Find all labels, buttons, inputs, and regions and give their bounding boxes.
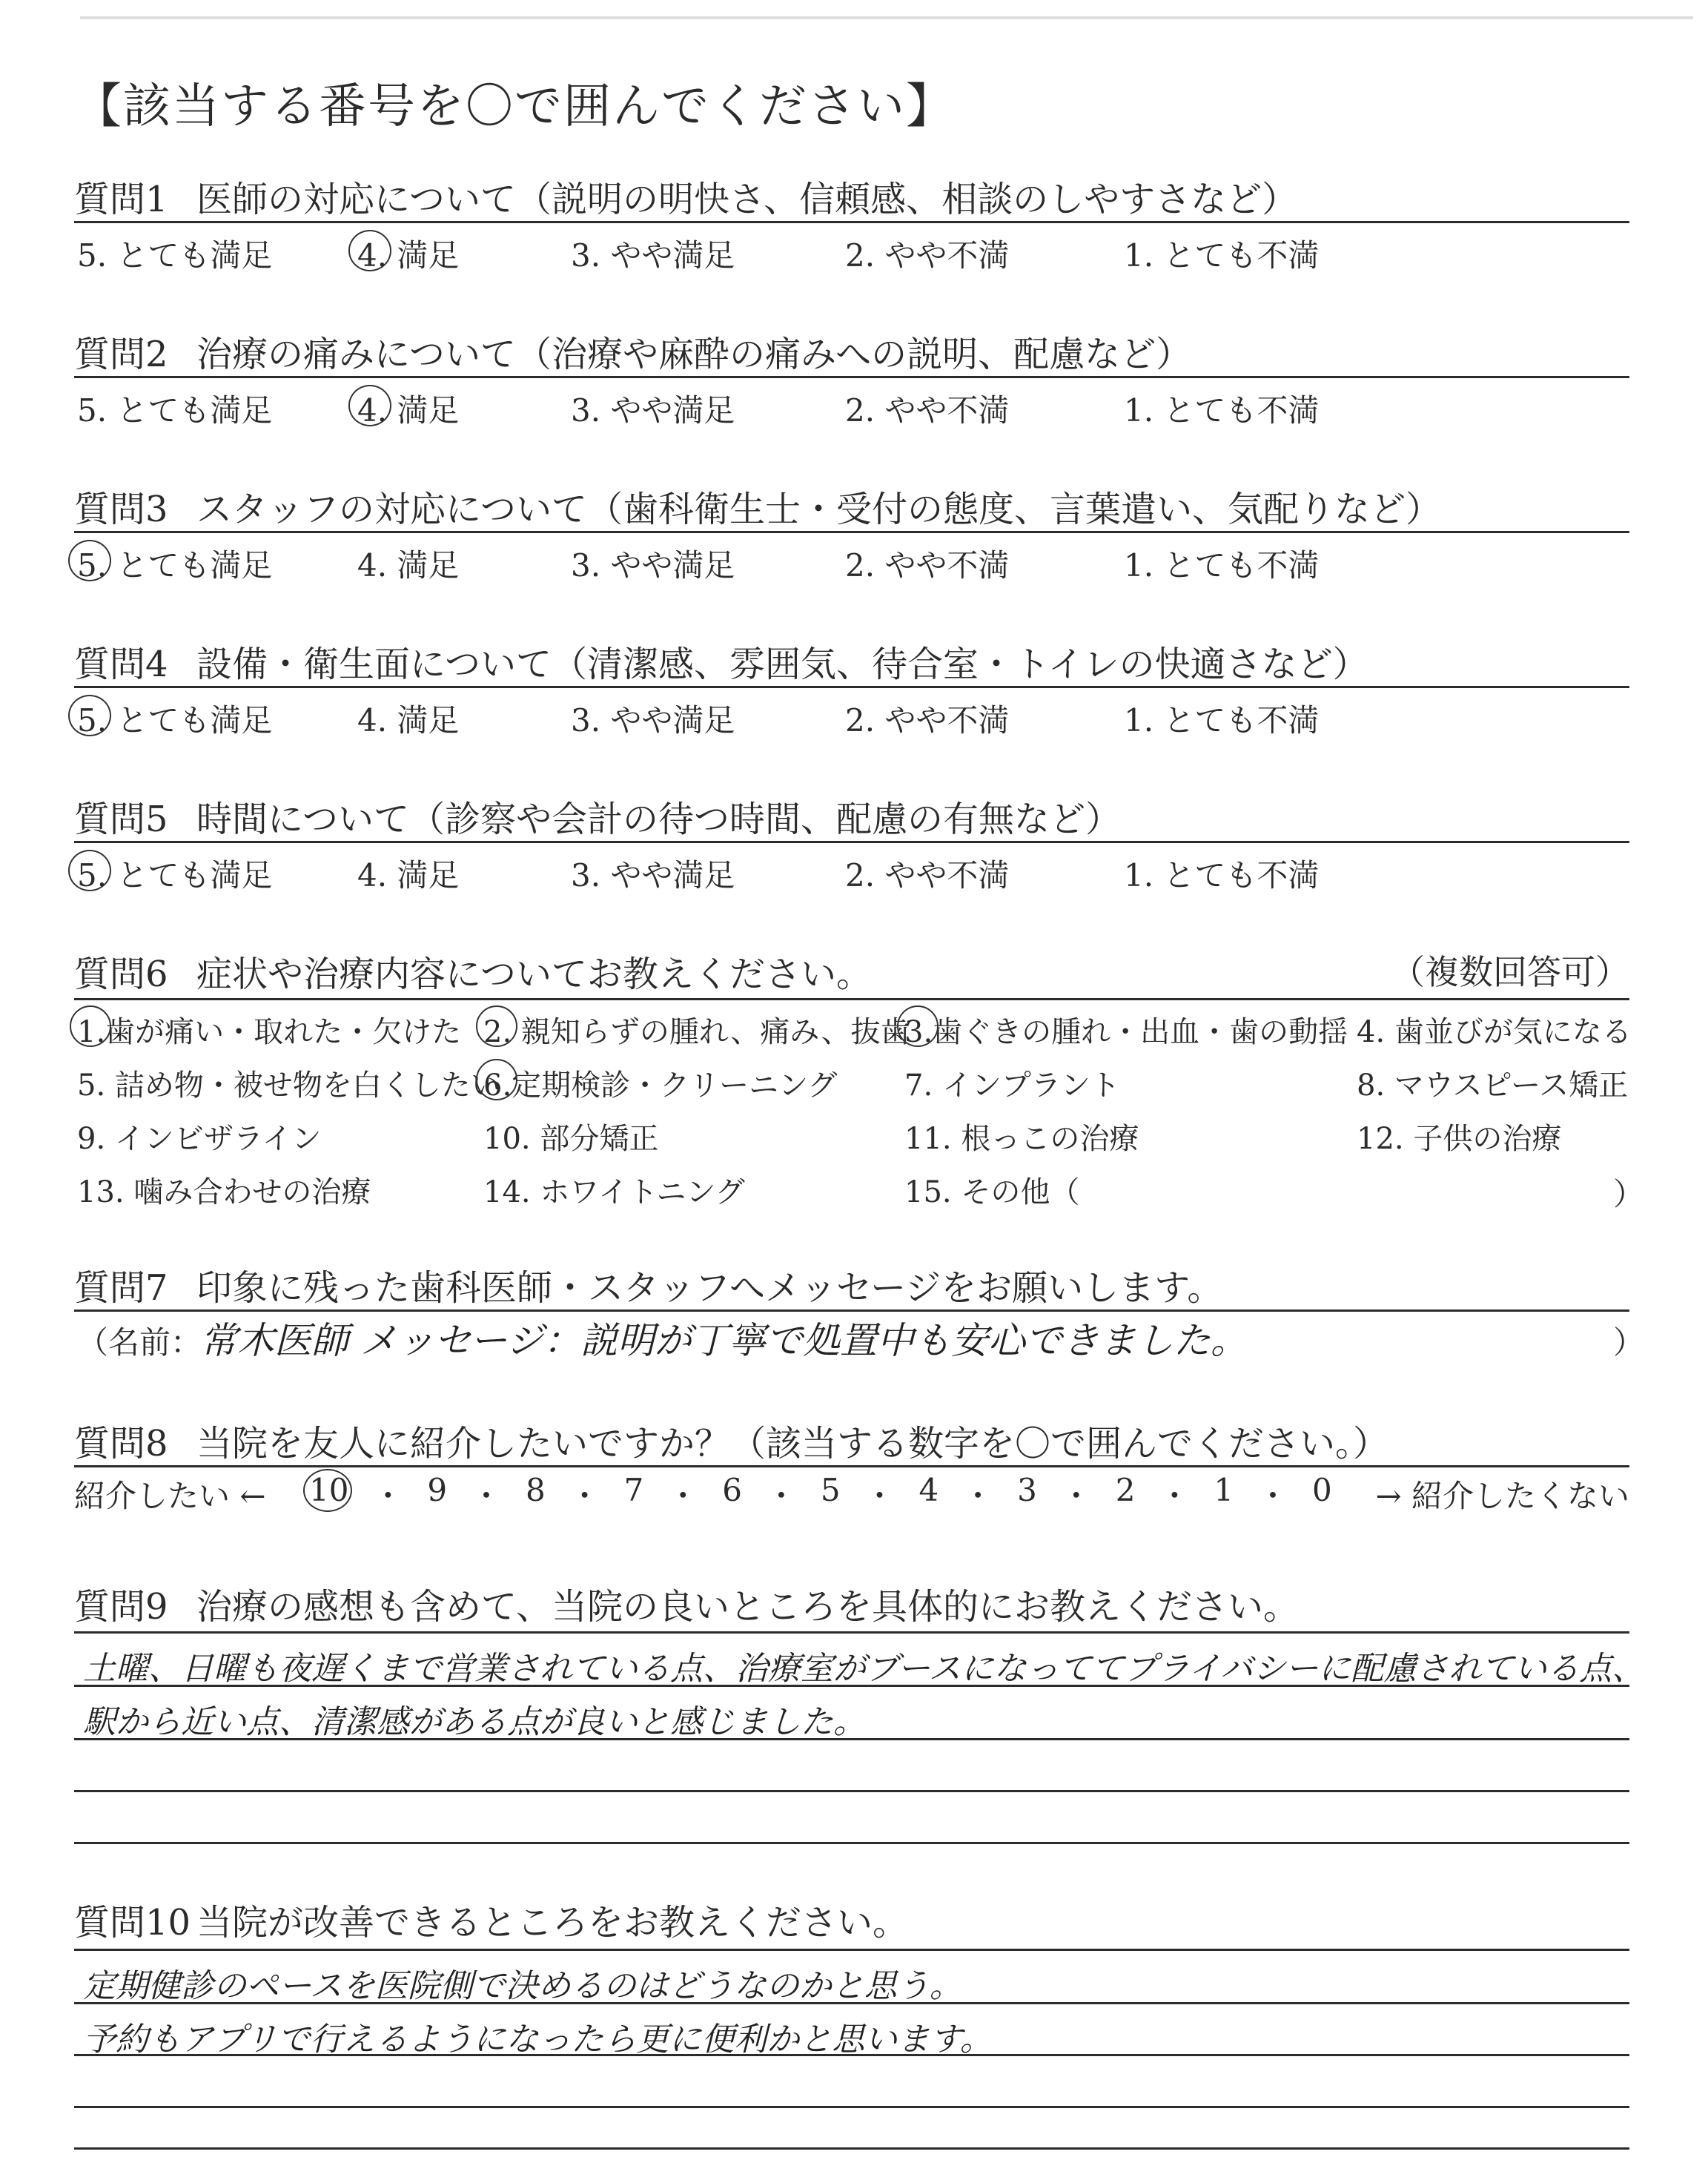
treatment-option-12[interactable]: 12. 子供の治療: [1357, 1122, 1562, 1156]
scale-value-10[interactable]: [309, 1472, 348, 1516]
rating-option-3[interactable]: 3. やや満足: [571, 857, 735, 894]
question-text: スタッフの対応について（歯科衛生士・受付の態度、言葉遣い、気配りなど）: [196, 489, 1442, 530]
question-text: 当院が改善できるところをお教えください。: [196, 1902, 909, 1943]
question-text: 設備・衛生面について（清潔感、雰囲気、待合室・トイレの快適さなど）: [196, 644, 1368, 685]
rule: [74, 2106, 1629, 2108]
q10-answer-line-2: 予約もアプリで行えるようになったら更に便利かと思います。: [83, 2021, 993, 2058]
selected-circle-mark: [68, 695, 111, 736]
treatment-option-8[interactable]: 8. マウスピース矯正: [1357, 1069, 1629, 1103]
rule: [74, 1842, 1629, 1844]
treatment-option-14[interactable]: 14. ホワイトニング: [483, 1175, 745, 1209]
rule: [74, 1465, 1629, 1467]
question-8: [74, 1415, 1388, 1466]
rating-option-5[interactable]: 5. とても満足: [77, 237, 273, 274]
rule: [74, 221, 1629, 223]
selected-circle-mark: [68, 850, 111, 891]
selected-circle-mark: [348, 385, 391, 426]
question-text: 当院を友人に紹介したいですか？（該当する数字を〇で囲んでください。）: [196, 1423, 1389, 1464]
question-text: 治療の痛みについて（治療や麻酔の痛みへの説明、配慮など）: [196, 334, 1192, 375]
question-text: 印象に残った歯科医師・スタッフへメッセージをお願いします。: [196, 1267, 1223, 1309]
question-number: 質問4: [74, 644, 168, 685]
scale-value-text: 10: [309, 1472, 349, 1508]
rule: [74, 531, 1629, 533]
selected-circle-mark: [476, 1059, 517, 1100]
scale-separator: ・: [1159, 1478, 1191, 1514]
rating-option-4[interactable]: 4. 満足: [357, 702, 460, 739]
scale-separator: ・: [667, 1478, 699, 1514]
scale-value-1[interactable]: 1: [1214, 1472, 1234, 1508]
rating-option-2[interactable]: 2. やや不満: [845, 392, 1010, 429]
page-heading: 【該当する番号を〇で囲んでください】: [74, 79, 955, 134]
recommend-scale: [74, 1472, 1629, 1516]
q10-answer-line-1: 定期健診のペースを医院側で決めるのはどうなのかと思う。: [83, 1967, 962, 2005]
selected-circle-mark: [68, 540, 111, 581]
question-number: 質問7: [74, 1267, 168, 1309]
scale-value-4[interactable]: 4: [918, 1472, 939, 1508]
treatment-option-9[interactable]: 9. インビザライン: [77, 1122, 322, 1156]
question-9: [74, 1578, 1299, 1629]
rating-option-5[interactable]: 5. とても満足: [77, 547, 273, 584]
rating-option-4[interactable]: 4. 満足: [357, 547, 460, 584]
question-number: 質問1: [74, 179, 168, 220]
rating-option-4[interactable]: 4. 満足: [357, 237, 460, 274]
treatment-option-10[interactable]: 10. 部分矯正: [483, 1122, 659, 1156]
treatment-option-1[interactable]: 1.歯が痛い・取れた・欠けた: [77, 1015, 462, 1049]
question-1: [74, 171, 1297, 222]
scale-value-0[interactable]: 0: [1311, 1472, 1332, 1508]
treatment-option-4[interactable]: 4. 歯並びが気になる: [1357, 1015, 1632, 1049]
rating-option-5[interactable]: 5. とても満足: [77, 392, 273, 429]
question-10: [74, 1894, 908, 1945]
treatment-option-7[interactable]: 7. インプラント: [904, 1069, 1120, 1103]
selected-circle-mark: [348, 230, 391, 271]
rule: [74, 2147, 1629, 2150]
selected-circle-mark: [303, 1469, 352, 1512]
question-4: [74, 635, 1368, 687]
rating-option-2[interactable]: 2. やや不満: [845, 857, 1010, 894]
q9-answer-line-1: 土曜、日曜も夜遅くまで営業されている点、治療室がブースになっててプライバシーに配慮されている点、: [83, 1650, 1645, 1688]
rule: [74, 1949, 1629, 1951]
selected-circle-mark: [476, 1005, 517, 1047]
scale-value-9[interactable]: 9: [427, 1472, 448, 1508]
message-answer: 常木医師 メッセージ：説明が丁寧で処置中も安心できました。: [200, 1319, 1248, 1362]
rule: [74, 376, 1629, 378]
question-2: [74, 326, 1191, 377]
treatment-option-5[interactable]: 5. 詰め物・被せ物を白くしたい: [77, 1069, 500, 1103]
question-3: [74, 480, 1441, 532]
scale-value-8[interactable]: 8: [525, 1472, 546, 1508]
rating-option-3[interactable]: 3. やや満足: [571, 392, 735, 429]
rating-option-1[interactable]: 1. とても不満: [1124, 237, 1320, 274]
question-number: 質問2: [74, 334, 168, 375]
top-border: [80, 16, 1693, 19]
rating-option-2[interactable]: 2. やや不満: [845, 547, 1010, 584]
treatment-option-2[interactable]: 2. 親知らずの腫れ、痛み、抜歯: [483, 1015, 910, 1049]
question-number: 質問3: [74, 489, 168, 530]
scale-value-7[interactable]: 7: [623, 1472, 644, 1508]
rule: [74, 1631, 1629, 1634]
question-number: 質問8: [74, 1423, 168, 1464]
scale-separator: ・: [569, 1478, 600, 1514]
other-close-paren: ）: [1613, 1176, 1645, 1212]
scale-separator: ・: [962, 1478, 994, 1514]
scale-separator: ・: [372, 1478, 404, 1514]
rating-option-5[interactable]: 5. とても満足: [77, 702, 273, 739]
rating-option-4[interactable]: 4. 満足: [357, 392, 460, 429]
treatment-option-11[interactable]: 11. 根っこの治療: [904, 1122, 1139, 1156]
question-text: 症状や治療内容についてお教えください。: [196, 954, 873, 995]
rating-option-3[interactable]: 3. やや満足: [571, 702, 735, 739]
question-number: 質問6: [74, 954, 168, 995]
rating-option-3[interactable]: 3. やや満足: [571, 547, 735, 584]
rule: [74, 686, 1629, 688]
question-7: [74, 1259, 1222, 1310]
question-text: 医師の対応について（説明の明快さ、信頼感、相談のしやすさなど）: [196, 179, 1298, 220]
rule: [74, 998, 1629, 1000]
scale-separator: ・: [765, 1478, 797, 1514]
scale-separator: ・: [1060, 1478, 1092, 1514]
rating-option-3[interactable]: 3. やや満足: [571, 237, 735, 274]
treatment-option-15[interactable]: 15. その他（: [904, 1175, 1080, 1209]
q9-answer-line-2: 駅から近い点、清潔感がある点が良いと感じました。: [83, 1703, 866, 1741]
selected-circle-mark: [897, 1005, 939, 1047]
question-6: [74, 945, 872, 997]
message-close-paren: ）: [1613, 1324, 1645, 1361]
question-number: 質問5: [74, 799, 168, 840]
scale-right-label: → 紹介したくない: [1375, 1478, 1629, 1514]
treatment-option-6[interactable]: 6.定期検診・クリーニング: [483, 1069, 838, 1103]
scale-value-5[interactable]: 5: [820, 1472, 841, 1508]
scale-left-label: 紹介したい ←: [74, 1478, 266, 1514]
scale-separator: ・: [1257, 1478, 1289, 1514]
question-text: 時間について（診察や会計の待つ時間、配慮の有無など）: [196, 799, 1122, 840]
rating-option-2[interactable]: 2. やや不満: [845, 702, 1010, 739]
rating-option-1[interactable]: 1. とても不満: [1124, 392, 1320, 429]
rating-option-4[interactable]: 4. 満足: [357, 857, 460, 894]
question-number: 質問9: [74, 1586, 168, 1628]
question-text: 治療の感想も含めて、当院の良いところを具体的にお教えください。: [196, 1586, 1300, 1628]
question-5: [74, 790, 1121, 842]
name-label: （名前：: [77, 1324, 202, 1361]
scale-separator: ・: [471, 1478, 503, 1514]
treatment-option-3[interactable]: 3.歯ぐきの腫れ・出血・歯の動揺: [904, 1015, 1348, 1049]
scale-value-2[interactable]: 2: [1115, 1472, 1136, 1508]
rating-option-2[interactable]: 2. やや不満: [845, 237, 1010, 274]
rating-option-1[interactable]: 1. とても不満: [1124, 857, 1320, 894]
treatment-option-13[interactable]: 13. 噛み合わせの治療: [77, 1175, 371, 1209]
rating-option-1[interactable]: 1. とても不満: [1124, 702, 1320, 739]
multi-answer-note: （複数回答可）: [1391, 952, 1629, 992]
scale-value-6[interactable]: 6: [722, 1472, 742, 1508]
rule: [74, 1790, 1629, 1792]
selected-circle-mark: [70, 1005, 111, 1047]
question-number: 質問10: [74, 1902, 191, 1943]
scale-separator: ・: [864, 1478, 896, 1514]
rule: [74, 841, 1629, 843]
rating-option-1[interactable]: 1. とても不満: [1124, 547, 1320, 584]
rating-option-5[interactable]: 5. とても満足: [77, 857, 273, 894]
scale-value-3[interactable]: 3: [1017, 1472, 1037, 1508]
